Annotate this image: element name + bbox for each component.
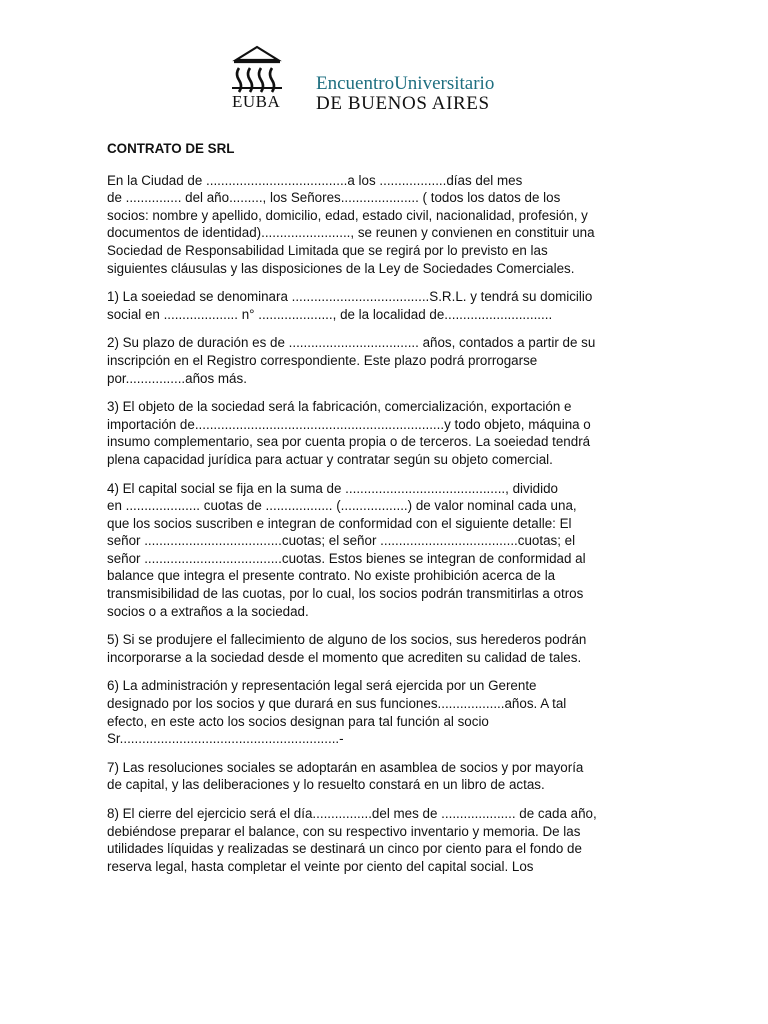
org-name-line2: DE BUENOS AIRES [316,93,490,114]
org-name-line1: EncuentroUniversitario [316,73,495,94]
clause-8: 8) El cierre del ejercicio será el día................del mes de .................... de cada año, debiéndose preparar el balance, con su respectivo inventario y memoria. De las utilidades líquidas y realizadas se destinará un cinco por ciento para el fondo de reserva legal, hasta completar el veinte por ciento del capital social. Los [107,806,597,874]
document-title: CONTRATO DE SRL [107,141,235,156]
logo-euba-text: EUBA [232,92,281,111]
clause-1: 1) La soeiedad se denominara .....................................S.R.L. y tendrá su domicilio social en .................... n° ...................., de la localidad de............................. [107,289,593,322]
header-logo [226,44,506,116]
clause-7: 7) Las resoluciones sociales se adoptarán en asamblea de socios y por mayoría de capital, y las deliberaciones y lo resuelto constará en un libro de actas. [107,759,584,793]
clause-4: 4) El capital social se fija en la suma de ..........................................., dividido en .................... cuotas de .................. (..................) de valor nominal cada una, que los socios suscriben e integran de conformidad con el siguiente detalle: El señor .....................................cuotas; el señor .....................................cuotas; el señor .....................................cuotas. Estos bienes se integran de conformidad al balance que integra el presente contrato. No existe prohibición acerca de la transmisibilidad de las cuotas, por lo cual, los socios podrán transmitirlas a otros socios o a extraños a la sociedad. [107,480,586,619]
clause-2: 2) Su plazo de duración es de ................................... años, contados a partir de su inscripción en el Registro correspondiente. Este plazo podrá prorrogarse por................años más. [107,335,596,386]
clause-3: 3) El objeto de la sociedad será la fabricación, comercialización, exportación e importación de...................................................................y todo objeto, máquina o insumo complementario, sea por cuenta propia o de terceros. La soeiedad tendrá plena capacidad jurídica para actuar y contratar según su objeto comercial. [107,399,591,467]
clause-5: 5) Si se produjere el fallecimiento de alguno de los socios, sus herederos podrán incorporarse a la sociedad desde el momento que acrediten su calidad de tales. [107,632,587,665]
document-body [107,140,662,886]
paragraph-intro: En la Ciudad de ......................................a los ..................días del mes de ............... del año........., los Señores..................... ( todos los datos de los socios: nombre y apellido, domicilio, edad, estado civil, nacionalidad, profesión, y documentos de identidad)........................, se reunen y convienen en constituir una Sociedad de Responsabilidad Limitada que se regirá por lo previsto en las siguientes cláusulas y las disposiciones de la Ley de Sociedades Comerciales. [107,172,595,276]
clause-6: 6) La administración y representación legal será ejercida por un Gerente designado por los socios y que durará en sus funciones..................años. A tal efecto, en este acto los socios designan para tal función al socio Sr...........................................................- [107,678,567,747]
